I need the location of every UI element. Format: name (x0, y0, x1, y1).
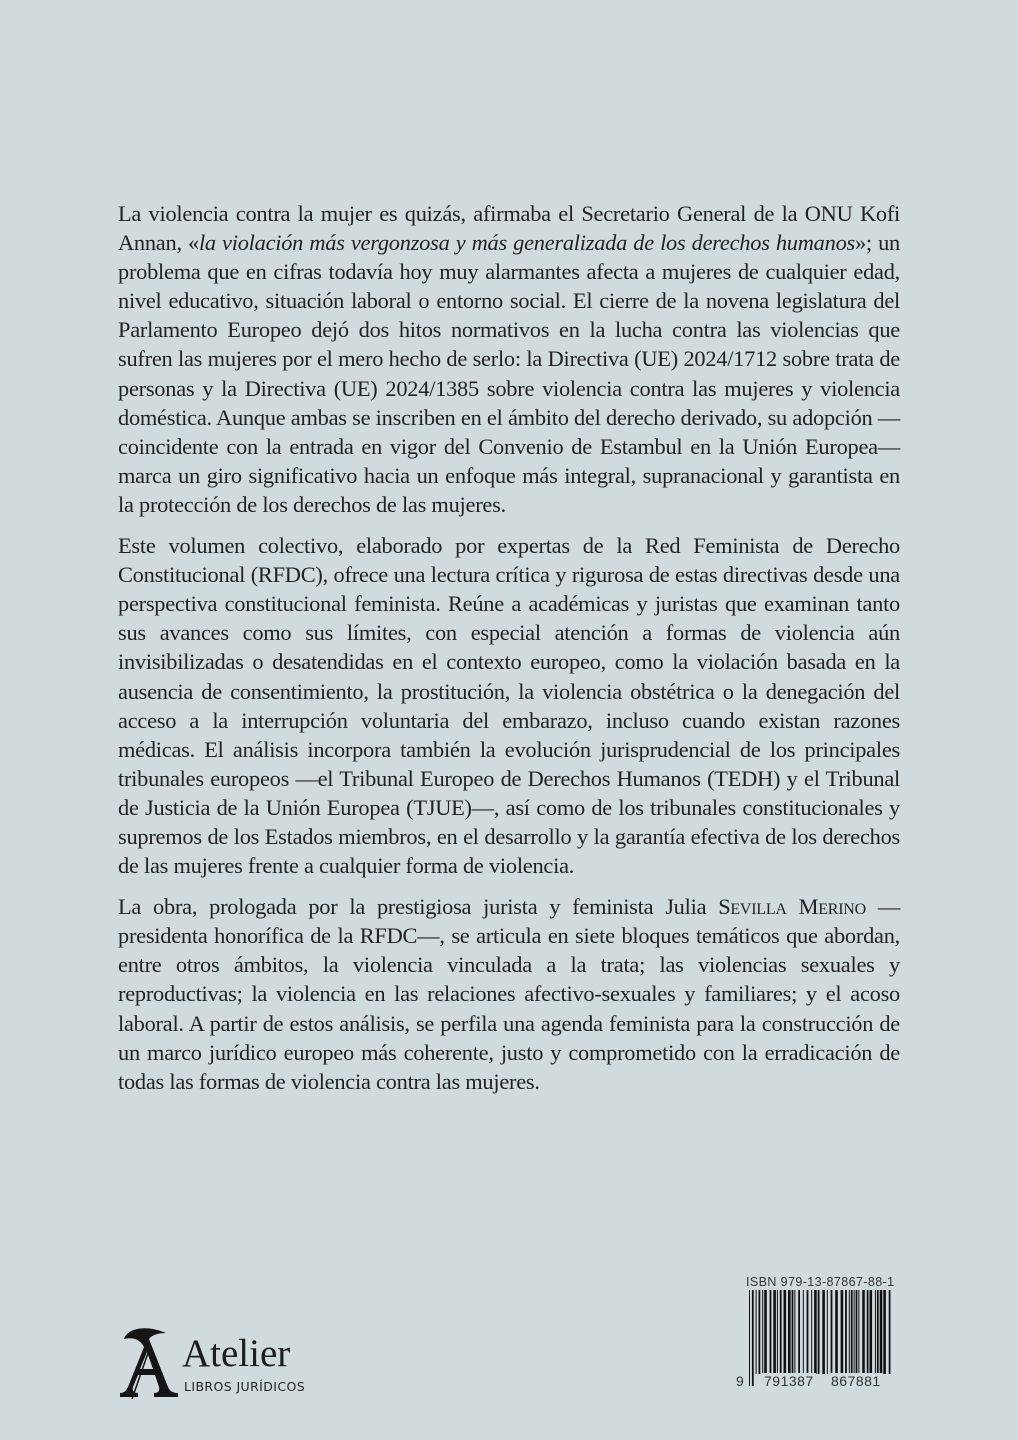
barcode-bar (875, 1290, 876, 1374)
barcode-bar (856, 1290, 858, 1374)
barcode-bar (877, 1290, 879, 1374)
paragraph-1-rest: »; un problema que en cifras todavía hoy muy alarmantes afecta a mujeres de cualquier edad, nivel educativo, situación laboral o entorno social. El cierre de la novena legislatura del Parlamento Europeo dejó dos hitos normativos en la lucha contra las violencias que sufren las mujeres por el mero hecho de serlo: la Directiva (UE) 2024/1712 sobre trata de personas y la Directiva (UE) 2024/1385 sobre violencia contra las mujeres y violencia doméstica. Aunque ambas se inscriben en el ámbito del derecho derivado, su adopción —coincidente con la entrada en vigor del Convenio de Estambul en la Unión Europea— marca un giro significativo hacia un enfoque más integral, supranacional y garantista en la protección de los derechos de las mujeres. (118, 230, 900, 517)
barcode-bar (870, 1290, 873, 1374)
annan-quote: la violación más vergonzosa y más generalizada de los derechos humanos (198, 230, 855, 256)
barcode-digits-right: 867881 (831, 1373, 881, 1389)
barcode-bar (762, 1290, 763, 1374)
publisher-name: Atelier (182, 1332, 291, 1375)
barcode-bar (889, 1290, 891, 1374)
barcode-bar (777, 1290, 778, 1374)
barcode-digits-left: 791387 (764, 1373, 814, 1389)
barcode-bar (851, 1290, 853, 1374)
paragraph-1-start: La violencia contra la mujer es quizás, afirmaba el Secretario General de la ONU Kofi Annan, « (118, 201, 900, 256)
barcode-bar (827, 1290, 828, 1374)
isbn-label: ISBN 979-13-87867-88-1 (746, 1275, 895, 1289)
barcode-bar (759, 1290, 761, 1374)
barcode-bar (780, 1290, 782, 1374)
publisher-subtitle: LIBROS JURÍDICOS (184, 1379, 306, 1394)
barcode-bar (814, 1290, 817, 1374)
barcode-bar (849, 1290, 850, 1374)
prologue-author-surname: Sevilla Merino (718, 894, 866, 920)
barcode-bar (841, 1290, 844, 1374)
barcode-bar (845, 1290, 847, 1374)
barcode-bar (764, 1290, 767, 1374)
barcode-bar (792, 1290, 794, 1374)
barcode-bar (811, 1290, 812, 1374)
atelier-a-logo-icon (118, 1325, 180, 1399)
barcode-bar (756, 1290, 757, 1374)
barcode-bar (831, 1290, 833, 1374)
paragraph-3-start: La obra, prologada por la prestigiosa jurista y feminista Julia (118, 894, 719, 920)
barcode-bar (858, 1290, 859, 1374)
barcode-bar (788, 1290, 791, 1374)
barcode-bar (798, 1290, 800, 1374)
barcode-bar (883, 1290, 886, 1374)
barcode-bar (867, 1290, 869, 1374)
barcode-bar (794, 1290, 795, 1374)
barcode-bar (807, 1290, 809, 1374)
publisher-logo (118, 1325, 318, 1405)
paragraph-3-rest: —presidenta honorífica de la RFDC—, se articula en siete bloques temáticos que abordan, entre otros ámbitos, la violencia vinculada a la trata; las violencias sexuales y reproductivas; la violencia en las relaciones afectivo-sexuales y familiares; y el acoso laboral. A partir de estos análisis, se perfila una agenda feminista para la construcción de un marco jurídico europeo más coherente, justo y comprometido con la erradicación de todas las formas de violencia contra las mujeres. (118, 894, 900, 1094)
barcode-bar (773, 1290, 776, 1374)
barcode-bar (752, 1290, 754, 1386)
barcode-bar (803, 1290, 804, 1374)
paragraph-2: Este volumen colectivo, elaborado por expertas de la Red Feminista de Derecho Constitucional (RFDC), ofrece una lectura crítica y rigurosa de estas directivas desde una perspectiva constitucional feminista. Reúne a académicas y juristas que examinan tanto sus avances como sus límites, con especial atención a formas de violencia aún invisibilizadas o desatendidas en el contexto europeo, como la violación basada en la ausencia de consentimiento, la prostitución, la violencia obstétrica o la denegación del acceso a la interrupción voluntaria del embarazo, incluso cuando existan razones médicas. El análisis incorpora también la evolución jurisprudencial de los principales tribunales europeos —el Tribunal Europeo de Derechos Humanos (TEDH) y el Tribunal de Justicia de la Unión Europea (TJUE)—, así como de los tribunales constitucionales y supremos de los Estados miembros, en el desarrollo y la garantía efectiva de los derechos de las mujeres frente a cualquier forma de violencia. (118, 533, 900, 879)
barcode-bar (880, 1290, 883, 1374)
barcode-bar (818, 1290, 820, 1374)
barcode-bar (770, 1290, 772, 1374)
isbn-barcode (748, 1290, 893, 1386)
paragraph-3 (118, 892, 900, 1096)
barcode-bar (822, 1290, 825, 1374)
paragraph-1 (118, 199, 900, 519)
barcode-bar (835, 1290, 838, 1374)
barcode-bar (784, 1290, 787, 1374)
barcode-bar (854, 1290, 855, 1374)
back-cover-text (118, 199, 900, 1108)
barcode-bar (862, 1290, 865, 1374)
barcode-digit-first: 9 (736, 1373, 744, 1389)
barcode-bar (749, 1290, 750, 1386)
